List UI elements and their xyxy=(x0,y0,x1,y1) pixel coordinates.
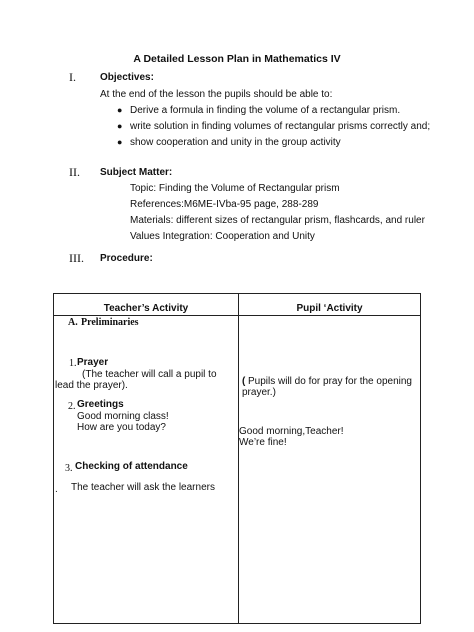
preliminaries-letter: A. xyxy=(68,317,78,328)
document-title: A Detailed Lesson Plan in Mathematics IV xyxy=(133,53,341,65)
prayer-instruction-cont: lead the prayer). xyxy=(55,380,128,391)
prayer-number: 1. xyxy=(69,358,77,369)
subject-references: References:M6ME-IVba-95 page, 288-289 xyxy=(130,199,319,210)
teacher-activity-header: Teacher’s Activity xyxy=(54,294,239,316)
objective-item: show cooperation and unity in the group activity xyxy=(130,137,341,148)
greetings-line: Good morning class! xyxy=(77,411,169,422)
pupil-activity-cell xyxy=(239,316,421,624)
subject-matter-heading: Subject Matter: xyxy=(100,167,173,178)
greetings-title: Greetings xyxy=(77,399,124,410)
pupil-prayer-response: Pupils will do for pray for the opening xyxy=(248,376,412,387)
teacher-activity-cell xyxy=(54,316,239,624)
section-numeral-2: II. xyxy=(69,165,80,179)
bullet-icon: ● xyxy=(117,137,123,147)
section-numeral-3: III. xyxy=(69,251,84,265)
pupil-greeting-response: Good morning,Teacher! xyxy=(239,426,344,437)
objectives-heading: Objectives: xyxy=(100,72,154,83)
subject-materials: Materials: different sizes of rectangular prism, flashcards, and ruler xyxy=(130,215,425,226)
pupil-greeting-response: We’re fine! xyxy=(239,437,287,448)
pupil-prayer-response-cont: prayer.) xyxy=(242,387,276,398)
subject-topic: Topic: Finding the Volume of Rectangular prism xyxy=(130,183,340,194)
bullet-icon: ● xyxy=(117,121,123,131)
prayer-title: Prayer xyxy=(77,357,109,368)
greetings-line: How are you today? xyxy=(77,422,166,433)
pupil-activity-header: Pupil ‘Activity xyxy=(239,294,421,316)
greetings-number: 2. xyxy=(68,401,76,412)
objective-item: write solution in finding volumes of rectangular prisms correctly and; xyxy=(130,121,431,132)
objectives-intro: At the end of the lesson the pupils should be able to: xyxy=(100,89,333,100)
objective-item: Derive a formula in finding the volume of a rectangular prism. xyxy=(130,105,401,116)
procedure-heading: Procedure: xyxy=(100,253,153,264)
subject-values: Values Integration: Cooperation and Unity xyxy=(130,231,315,242)
section-numeral-1: I. xyxy=(69,70,76,84)
prayer-instruction: (The teacher will call a pupil to xyxy=(82,369,217,380)
preliminaries-label: Preliminaries xyxy=(81,317,139,328)
bullet-icon: ● xyxy=(117,105,123,115)
attendance-number: 3. xyxy=(65,463,73,474)
attendance-instruction: The teacher will ask the learners xyxy=(71,482,215,493)
pupil-prayer-paren: ( xyxy=(242,376,246,387)
activity-table xyxy=(53,293,421,624)
attendance-title: Checking of attendance xyxy=(75,461,188,472)
attendance-dot: . xyxy=(55,484,58,495)
